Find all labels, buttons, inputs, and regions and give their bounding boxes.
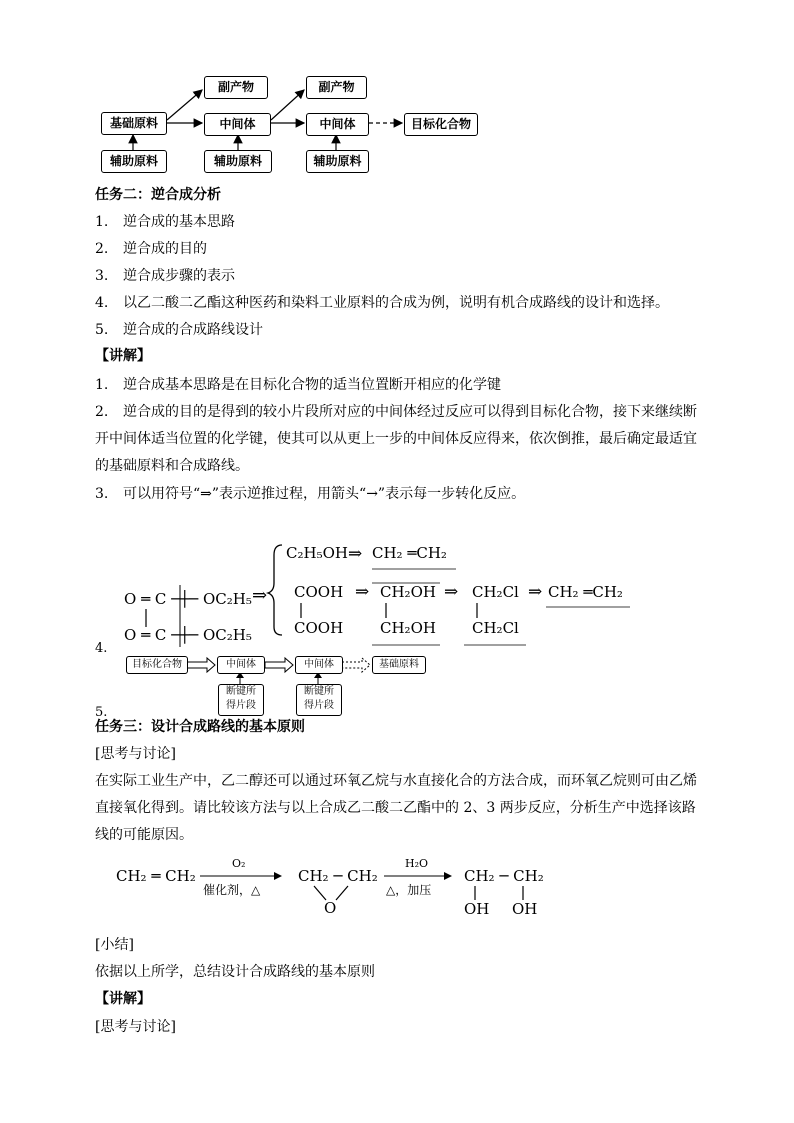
flow1-intermediate-box-1: 中间体 — [204, 113, 271, 136]
item-number: 2. — [95, 404, 109, 420]
explain-p2-line3: 的基础原料和合成路线。 — [95, 458, 249, 474]
flow1-byproduct-box-2: 副产物 — [306, 76, 367, 99]
item-number: 1. — [95, 214, 109, 230]
flow1-intermediate-box-2: 中间体 — [306, 113, 369, 136]
item-number: 4. — [95, 295, 109, 311]
item-number-5: 5. — [95, 705, 108, 720]
fragment-label: 得片段 — [304, 700, 334, 711]
item-text: 逆合成的基本思路 — [123, 214, 235, 230]
ethene-row1: CH₂ ═CH₂ — [372, 544, 447, 562]
explain-p2-line2: 开中间体适当位置的化学键，使其可以从更上一步的中间体反应得来，依次倒推，最后确定最适宜 — [95, 431, 697, 447]
ester-top: O ═ C ─┼─ OC₂H₅ — [124, 590, 252, 608]
item-number: 3. — [95, 486, 109, 502]
flow2-intermediate-box-1: 中间体 — [217, 656, 265, 674]
catalyst-condition: 催化剂，△ — [203, 883, 261, 897]
task3-paragraph-line2: 直接氧化得到。请比较该方法与以上合成乙二酸二乙酯中的 2、3 两步反应，分析生产中选择该路 — [95, 800, 696, 816]
retro-arrow-row1: ⇒ — [348, 544, 363, 564]
item-text: 逆合成的目的 — [123, 241, 207, 257]
task2-item-5 — [95, 321, 263, 339]
task2-item-3 — [95, 267, 235, 285]
glycol-bottom: CH₂OH — [380, 619, 436, 637]
task2-item-2 — [95, 240, 207, 258]
item-number: 2. — [95, 241, 109, 257]
oxalic-acid-bottom: COOH — [294, 619, 344, 637]
ester-bottom: O ═ C ─┼─ OC₂H₅ — [124, 626, 252, 644]
flow1-aux-box-3: 辅助原料 — [306, 150, 369, 173]
hydroxyl-1: OH — [464, 900, 490, 918]
flow2-fragment-box-1 — [218, 684, 264, 716]
oxygen-reagent: O₂ — [232, 857, 246, 870]
explain-p2-text: 逆合成的目的是得到的较小片段所对应的中间体经过反应可以得到目标化合物，接下来继续断 — [123, 404, 697, 420]
task3-title: 任务三：设计合成路线的基本原则 — [95, 719, 305, 735]
explain-p2-line1 — [95, 403, 697, 421]
flow1-aux-box-1: 辅助原料 — [101, 150, 167, 173]
item-number: 3. — [95, 268, 109, 284]
epoxide-oxygen: O — [324, 899, 337, 917]
task2-item-4 — [95, 294, 669, 312]
pressure-condition: △，加压 — [386, 883, 432, 897]
flow1-target-box: 目标化合物 — [404, 113, 478, 136]
epoxide-top: CH₂ ─ CH₂ — [298, 867, 378, 885]
summary-text: 依据以上所学，总结设计合成路线的基本原则 — [95, 964, 375, 980]
dichloroethane-top: CH₂Cl — [472, 583, 519, 601]
explain-p3 — [95, 485, 525, 503]
ethene: CH₂ ═ CH₂ — [116, 867, 196, 885]
retrosynthesis-scheme — [0, 535, 794, 655]
item-text: 逆合成步骤的表示 — [123, 268, 235, 284]
glycol-top: CH₂OH — [380, 583, 436, 601]
retro-arrow-1: ⇒ — [252, 585, 268, 606]
retro-arrow-row2b: ⇒ — [444, 582, 459, 602]
discuss-label-1: [思考与讨论] — [95, 746, 176, 762]
retro-arrow-row2c: ⇒ — [528, 582, 543, 602]
retro-arrow-row2a: ⇒ — [355, 582, 370, 602]
discuss-label-2: [思考与讨论] — [95, 1019, 176, 1035]
water-reagent: H₂O — [405, 857, 429, 870]
flow1-base-box: 基础原料 — [101, 112, 167, 135]
flow2-target-box: 目标化合物 — [126, 656, 188, 674]
flow2-fragment-box-2 — [296, 684, 342, 716]
item-text: 以乙二酸二乙酯这种医药和染料工业原料的合成为例，说明有机合成路线的设计和选择。 — [123, 295, 669, 311]
oxalic-acid-top: COOH — [294, 583, 344, 601]
task3-paragraph-line1: 在实际工业生产中，乙二醇还可以通过环氧乙烷与水直接化合的方法合成，而环氧乙烷则可由乙烯 — [95, 773, 697, 789]
item-number: 1. — [95, 377, 109, 393]
fragment-label: 断键所 — [226, 686, 256, 697]
item-number: 5. — [95, 322, 109, 338]
dichloroethane-bottom: CH₂Cl — [472, 619, 519, 637]
ethanol: C₂H₅OH — [286, 544, 348, 562]
explain-p1 — [95, 376, 501, 394]
epoxide-reaction — [0, 850, 794, 925]
flow1-aux-box-2: 辅助原料 — [204, 150, 272, 173]
fragment-label: 断键所 — [304, 686, 334, 697]
item-text: 逆合成的合成路线设计 — [123, 322, 263, 338]
ethene-row2: CH₂ ═CH₂ — [548, 583, 623, 601]
explain-p1-text: 逆合成基本思路是在目标化合物的适当位置断开相应的化学键 — [123, 377, 501, 393]
task2-title: 任务二：逆合成分析 — [95, 187, 221, 203]
flow2-intermediate-box-2: 中间体 — [295, 656, 343, 674]
task3-paragraph-line3: 线的可能原因。 — [95, 827, 193, 843]
item-number-4: 4. — [95, 641, 108, 656]
explain-header-2: 【讲解】 — [95, 991, 151, 1007]
explain-header-1: 【讲解】 — [95, 348, 151, 364]
hydroxyl-2: OH — [512, 900, 538, 918]
fragment-label: 得片段 — [226, 700, 256, 711]
task2-item-1 — [95, 213, 235, 231]
explain-p3-text: 可以用符号“⇒”表示逆推过程，用箭头“→”表示每一步转化反应。 — [123, 486, 526, 502]
glycol-top: CH₂ ─ CH₂ — [464, 867, 544, 885]
summary-label: [小结] — [95, 937, 134, 953]
flow1-byproduct-box-1: 副产物 — [204, 76, 268, 99]
flow2-base-box: 基础原料 — [372, 656, 426, 674]
